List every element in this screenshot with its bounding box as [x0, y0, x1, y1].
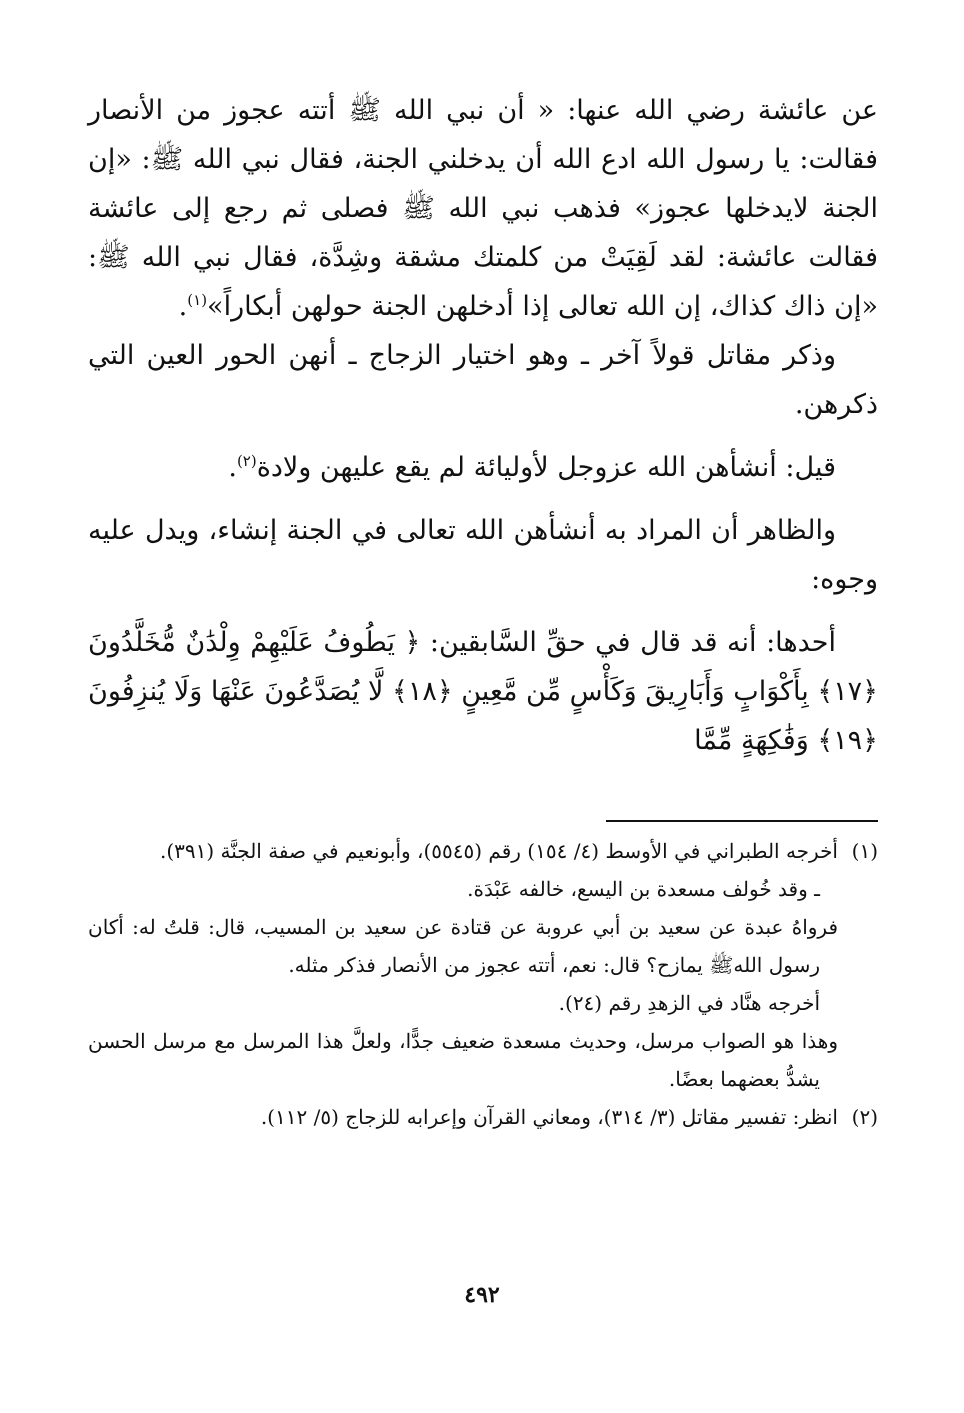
footnote-1-grading: وهذا هو الصواب مرسل، وحديث مسعدة ضعيف جدًّا، ولعلَّ هذا المرسل مع مرسل الحسن يشدُّ بعضهما بعضًا.	[88, 1029, 838, 1091]
paragraph-hadith-text: عن عائشة رضي الله عنها: « أن نبي الله ﷺ أتته عجوز من الأنصار فقالت: يا رسول الله ادع الله أن يدخلني الجنة، فقال نبي الله ﷺ: «إن الجنة لايدخلها عجوز» فذهب نبي الله ﷺ فصلى ثم رجع إلى عائشة فقالت عائشة: لقد لَقِيَتْ من كلمتك مشقة وشِدَّة، فقال نبي الله ﷺ: «إن ذاك كذاك، إن الله تعالى إذا أدخلهن الجنة حولهن أبكاراً»	[88, 95, 878, 322]
paragraph-muqatil: وذكر مقاتل قولاً آخر ـ وهو اختيار الزجاج ـ أنهن الحور العين التي ذكرهن.	[88, 340, 878, 420]
paragraph-qila-end: .	[228, 452, 237, 483]
paragraph-zahir: والظاهر أن المراد به أنشأهن الله تعالى في الجنة إنشاء، ويدل عليه وجوه:	[88, 515, 878, 595]
paragraph-quran: أحدها: أنه قد قال في حقِّ السَّابقين: ﴿ يَطُوفُ عَلَيْهِمْ وِلْدَٰنٌ مُّخَلَّدُونَ ﴿١٧﴾ بِأَكْوَابٍ وَأَبَارِيقَ وَكَأْسٍ مِّن مَّعِينٍ ﴿١٨﴾ لَّا يُصَدَّعُونَ عَنْهَا وَلَا يُنزِفُونَ ﴿١٩﴾ وَفَٰكِهَةٍ مِّمَّا	[88, 627, 878, 756]
footnote-1-text: أخرجه الطبراني في الأوسط (٤/ ١٥٤) رقم (٥٥٤٥)، وأبونعيم في صفة الجنَّة (٣٩١).	[159, 839, 838, 863]
footnote-ref-1: (١)	[187, 291, 208, 309]
footnote-1	[88, 832, 878, 870]
page-number: ٤٩٢	[464, 1282, 500, 1308]
paragraph-qila-text: قيل: أنشأهن الله عزوجل لأوليائة لم يقع عليهن ولادة	[256, 452, 836, 483]
footnote-1-source: أخرجه هنَّاد في الزهدِ رقم (٢٤).	[558, 991, 820, 1015]
footnotes	[88, 832, 878, 1136]
footnote-ref-2: (٢)	[236, 452, 257, 470]
paragraph-qila	[88, 443, 878, 492]
footnote-1-note: ـ وقد خُولف مسعدة بن اليسع، خالفه عَبْدَة.	[467, 877, 820, 901]
footnote-2-text: انظر: تفسير مقاتل (٣/ ٣١٤)، ومعاني القرآن وإعرابه للزجاج (٥/ ١١٢).	[260, 1105, 838, 1129]
footnote-divider	[606, 820, 878, 822]
main-text	[88, 86, 878, 765]
footnote-1-number: (١)	[851, 839, 878, 863]
footnote-1-narration: فرواهُ عبدة عن سعيد بن أبي عروبة عن قتادة عن سعيد بن المسيب، قال: قلتُ له: أكان رسول اللهﷺ يمازح؟ قال: نعم، أتته عجوز من الأنصار فذكر مثله.	[88, 915, 838, 977]
footnote-2-number: (٢)	[851, 1105, 878, 1129]
paragraph-hadith-end: .	[178, 291, 188, 322]
paragraph-hadith	[88, 86, 878, 331]
footnote-2	[88, 1098, 878, 1136]
